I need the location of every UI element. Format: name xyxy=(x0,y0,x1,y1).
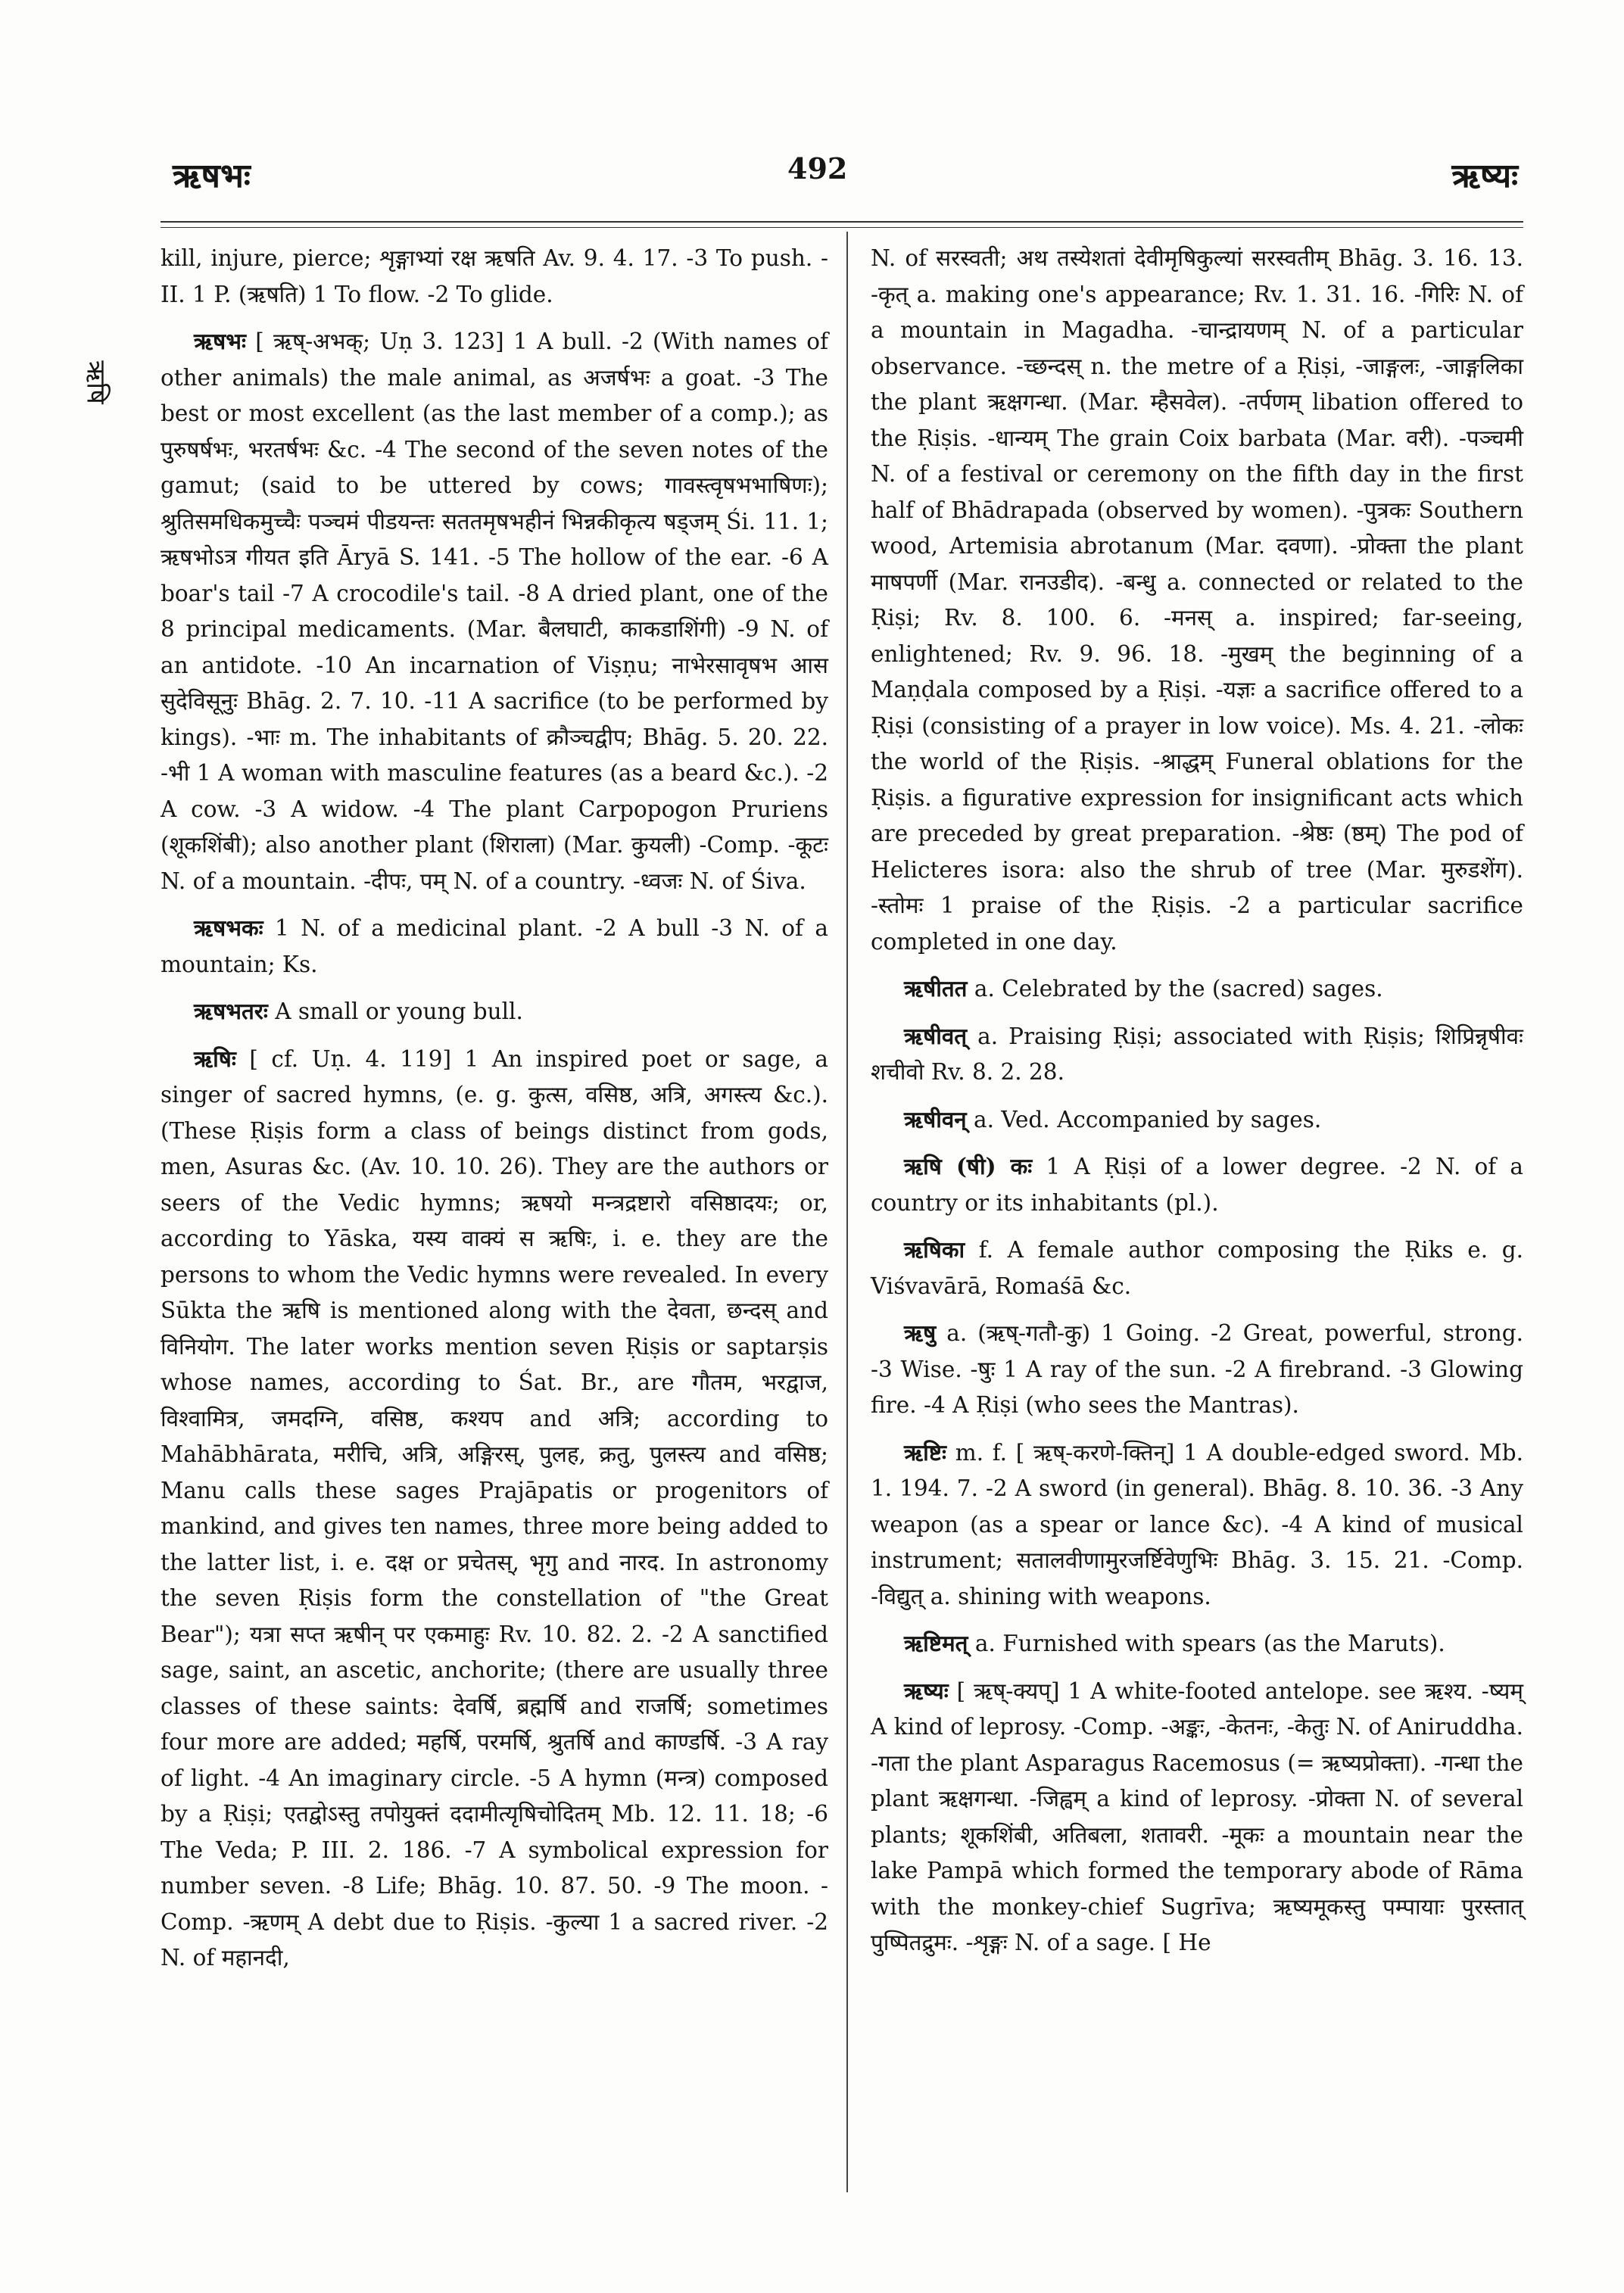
entry xyxy=(161,910,828,983)
entry-text: A small or young bull. xyxy=(275,999,523,1024)
entry-headword: ऋष्यः xyxy=(904,1677,949,1704)
entry-text: a. (ऋष्-गतौ-कु) 1 Going. -2 Great, powerful, strong. -3 Wise. -षुः 1 A ray of the sun. -2 A firebrand. -3 Glowing fire. -4 A Ṛiṣi (who sees the Mantras). xyxy=(871,1320,1523,1418)
page-number: 492 xyxy=(787,151,848,185)
entry-headword: ऋषु xyxy=(904,1319,937,1346)
entry-headword: ऋषि (षी) कः xyxy=(904,1153,1033,1179)
header-rule xyxy=(161,221,1523,223)
margin-mark: ऋषि xyxy=(80,360,111,404)
entry-headword: ऋषिः xyxy=(194,1045,236,1072)
entry xyxy=(871,1315,1523,1424)
entry-text: 1 N. of a medicinal plant. -2 A bull -3 N. of a mountain; Ks. xyxy=(161,915,828,977)
entry xyxy=(871,1101,1523,1139)
entry-headword: ऋषभः xyxy=(194,328,246,354)
entry-headword: ऋषीवन् xyxy=(904,1105,967,1132)
entry-text: kill, injure, pierce; शृङ्गाभ्यां रक्ष ऋषति Av. 9. 4. 17. -3 To push. -II. 1 P. (ऋषति) 1 To flow. -2 To glide. xyxy=(161,245,828,307)
entry xyxy=(871,1435,1523,1615)
entry xyxy=(161,993,828,1030)
entry xyxy=(871,1673,1523,1961)
entry-headword: ऋष्टिमत् xyxy=(904,1630,968,1656)
entry-text: [ ऋष्-क्यप्] 1 A white-footed antelope. see ऋश्य. -ष्यम् A kind of leprosy. -Comp. -अङ्कः, -केतनः, -केतुः N. of Aniruddha. -गता the plant Asparagus Racemosus (= ऋष्यप्रोक्ता). -गन्धा the plant ऋक्षगन्धा. -जिह्वम् a kind of leprosy. -प्रोक्ता N. of several plants; शूकशिंबी, अतिबला, शतावरी. -मूकः a mountain near the lake Pampā which formed the temporary abode of Rāma with the monkey-chief Sugrīva; ऋष्यमूकस्तु पम्पायाः पुरस्तात् पुष्पितद्रुमः. -शृङ्गः N. of a sage. [ He xyxy=(871,1678,1523,1955)
entry-headword: ऋषीवत् xyxy=(904,1022,968,1049)
entry-continuation xyxy=(161,241,828,313)
entry-text: a. Furnished with spears (as the Maruts). xyxy=(974,1631,1445,1656)
entry xyxy=(871,970,1523,1008)
entry-headword: ऋषभतरः xyxy=(194,998,268,1024)
running-head-right: ऋष्यः xyxy=(1451,157,1518,195)
entry-text: [ ऋष्-अभक्; Uṇ 3. 123] 1 A bull. -2 (With names of other animals) the male animal, as अजर्षभः a goat. -3 The best or most excellent (as the last member of a comp.); as पुरुषर्षभः, भरतर्षभः &c. -4 The second of the seven notes of the gamut; (said to be uttered by cows; गावस्त्वृषभभाषिणः); श्रुतिसमधिकमुच्चैः पञ्चमं पीडयन्तः सततमृषभहीनं भिन्नकीकृत्य षड्जम् Śi. 11. 1; ऋषभोऽत्र गीयत इति Āryā S. 141. -5 The hollow of the ear. -6 A boar's tail -7 A crocodile's tail. -8 A dried plant, one of the 8 principal medicaments. (Mar. बैलघाटी, काकडाशिंगी) -9 N. of an antidote. -10 An incarnation of Viṣṇu; नाभेरसावृषभ आस सुदेविसूनुः Bhāg. 2. 7. 10. -11 A sacrifice (to be performed by kings). -भाः m. The inhabitants of क्रौञ्चद्वीप; Bhāg. 5. 20. 22. -भी 1 A woman with masculine features (as a beard &c.). -2 A cow. -3 A widow. -4 The plant Carpopogon Pruriens (शूकशिंबी); also another plant (शिराला) (Mar. कुयली) -Comp. -कूटः N. of a mountain. -दीपः, पम् N. of a country. -ध्वजः N. of Śiva. xyxy=(161,329,828,894)
right-column xyxy=(871,241,1523,1972)
entry xyxy=(871,1148,1523,1221)
entry-text: [ cf. Uṇ. 4. 119] 1 An inspired poet or sage, a singer of sacred hymns, (e. g. कुत्स, वसिष्ठ, अत्रि, अगस्त्य &c.). (These Ṛiṣis form a class of beings distinct from gods, men, Asuras &c. (Av. 10. 10. 26). They are the authors or seers of the Vedic hymns; ऋषयो मन्त्रद्रष्टारो वसिष्ठादयः; or, according to Yāska, यस्य वाक्यं स ऋषिः, i. e. they are the persons to whom the Vedic hymns were revealed. In every Sūkta the ऋषि is mentioned along with the देवता, छन्दस् and विनियोग. The later works mention seven Ṛiṣis or saptarṣis whose names, according to Śat. Br., are गौतम, भरद्वाज, विश्वामित्र, जमदग्नि, वसिष्ठ, कश्यप and अत्रि; according to Mahābhārata, मरीचि, अत्रि, अङ्गिरस्, पुलह, क्रतु, पुलस्त्य and वसिष्ठ; Manu calls these sages Prajāpatis or progenitors of mankind, and gives ten names, three more being added to the latter list, i. e. दक्ष or प्रचेतस्, भृगु and नारद. In astronomy the seven Ṛiṣis form the constellation of "the Great Bear"); यत्रा सप्त ऋषीन् पर एकमाहुः Rv. 10. 82. 2. -2 A sanctified sage, saint, an ascetic, anchorite; (there are usually three classes of these saints: देवर्षि, ब्रह्मर्षि and राजर्षि; sometimes four more are added; महर्षि, परमर्षि, श्रुतर्षि and काण्डर्षि. -3 A ray of light. -4 An imaginary circle. -5 A hymn (मन्त्र) composed by a Ṛiṣi; एतद्वोऽस्तु तपोयुक्तं ददामीत्यृषिचोदितम् Mb. 12. 11. 18; -6 The Veda; P. III. 2. 186. -7 A symbolical expression for number seven. -8 Life; Bhāg. 10. 87. 50. -9 The moon. -Comp. -ऋणम् A debt due to Ṛiṣis. -कुल्या 1 a sacred river. -2 N. of महानदी, xyxy=(161,1045,828,1971)
entry-continuation xyxy=(871,241,1523,960)
entry xyxy=(871,1625,1523,1662)
entry-text: a. Ved. Accompanied by sages. xyxy=(974,1106,1322,1132)
left-column xyxy=(161,241,828,1987)
column-divider xyxy=(846,232,848,2192)
entry xyxy=(871,1018,1523,1091)
entry-text: a. Celebrated by the (sacred) sages. xyxy=(974,976,1383,1002)
entry-text: m. f. [ ऋष्-करणे-क्तिन्] 1 A double-edged sword. Mb. 1. 194. 7. -2 A sword (in general). Bhāg. 8. 10. 36. -3 Any weapon (as a spear or lance &c). -4 A kind of musical instrument; सतालवीणामुरजर्ष्टिवेणुभिः Bhāg. 3. 15. 21. -Comp. -विद्युत् a. shining with weapons. xyxy=(871,1439,1523,1609)
running-head-left: ऋषभः xyxy=(173,157,251,195)
header-rule-thin xyxy=(161,227,1523,228)
entry-headword: ऋषिका xyxy=(904,1236,965,1263)
entry-text: f. A female author composing the Ṛiks e. g. Viśvavārā, Romaśā &c. xyxy=(871,1237,1523,1299)
entry-headword: ऋषभकः xyxy=(194,914,263,941)
entry-headword: ऋषीतत xyxy=(904,975,968,1002)
entry-text: 1 A Ṛiṣi of a lower degree. -2 N. of a country or its inhabitants (pl.). xyxy=(871,1154,1523,1216)
entry xyxy=(161,1041,828,1977)
entry-text: N. of सरस्वती; अथ तस्येशतां देवीमृषिकुल्यां सरस्वतीम् Bhāg. 3. 16. 13. -कृत् a. making one's appearance; Rv. 1. 31. 16. -गिरिः N. of a mountain in Magadha. -चान्द्रायणम् N. of a particular observance. -च्छन्दस् n. the metre of a Ṛiṣi, -जाङ्गलः, -जाङ्गलिका the plant ऋक्षगन्धा. (Mar. म्हैसवेल). -तर्पणम् libation offered to the Ṛiṣis. -धान्यम् The grain Coix barbata (Mar. वरी). -पञ्चमी N. of a festival or ceremony on the fifth day in the first half of Bhādrapada (observed by women). -पुत्रकः Southern wood, Artemisia abrotanum (Mar. दवणा). -प्रोक्ता the plant माषपर्णी (Mar. रानउडीद). -बन्धु a. connected or related to the Ṛiṣi; Rv. 8. 100. 6. -मनस् a. inspired; far-seeing, enlightened; Rv. 9. 96. 18. -मुखम् the beginning of a Maṇḍala composed by a Ṛiṣi. -यज्ञः a sacrifice offered to a Ṛiṣi (consisting of a prayer in low voice). Ms. 4. 21. -लोकः the world of the Ṛiṣis. -श्राद्धम् Funeral oblations for the Ṛiṣis. a figurative expression for insignificant acts which are preceded by great preparation. -श्रेष्ठः (ष्ठम्) The pod of Helicteres isora: also the shrub of tree (Mar. मुरुडशेंग). -स्तोमः 1 praise of the Ṛiṣis. -2 a particular sacrifice completed in one day. xyxy=(871,245,1523,955)
entry-text: a. Praising Ṛiṣi; associated with Ṛiṣis; शिप्रिन्नृषीवः शचीवो Rv. 8. 2. 28. xyxy=(871,1023,1523,1085)
entry xyxy=(161,323,828,899)
entry xyxy=(871,1232,1523,1304)
entry-headword: ऋष्टिः xyxy=(904,1438,946,1466)
